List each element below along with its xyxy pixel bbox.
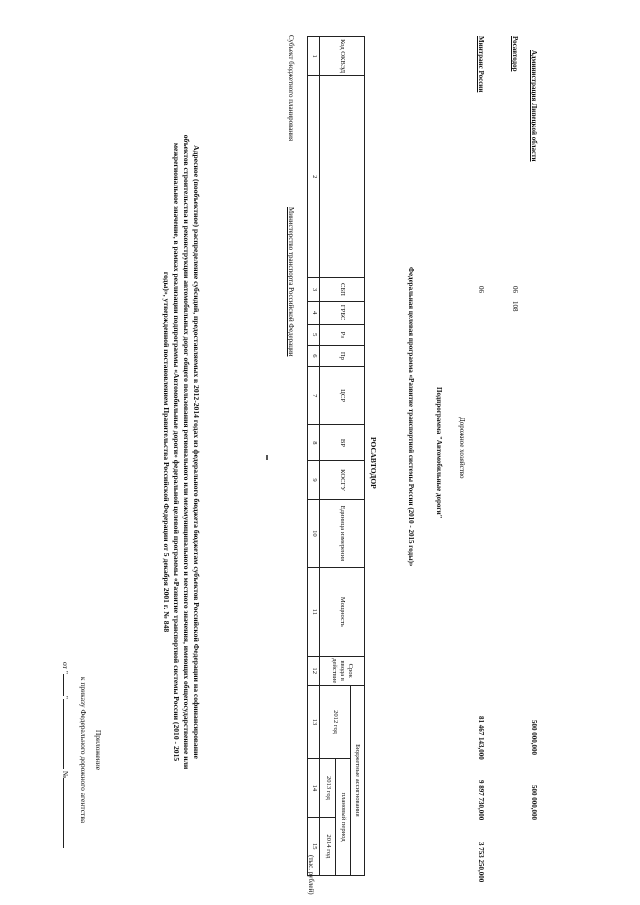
col-num: 8	[308, 425, 320, 461]
title-line-3: межрегиональное значение, в рамках реализации подпрограммы «Автомобильные дороги» федеральной целевой программы «Развитие транспортной системы России (2010 - 2015	[172, 142, 181, 762]
header-okved: Код ОКВЭД	[320, 37, 365, 76]
col-num: 13	[308, 685, 320, 758]
row-grbs: 108	[511, 301, 519, 312]
col-num: 7	[308, 366, 320, 424]
section-agency: РОСАВТОДОР	[369, 437, 378, 489]
row-name: Росавтодор	[511, 36, 519, 72]
header-allocations: Бюджетные ассигнования	[350, 685, 364, 875]
title-line-1: Адресное (пообъектное) распределение субсидий, предоставляемых в 2012-2014 годах из федерального бюджета бюджетам субъектов Российской Федерации на софинансирование	[192, 145, 201, 759]
row-sbp: 06	[511, 286, 519, 293]
header-planning: плановый период	[336, 759, 350, 876]
units-label: (тыс. рублей)	[307, 855, 315, 895]
appendix-order-ref: к приказу Федерального дорожного агентства	[79, 676, 88, 824]
title-line-2: объектов строительства и реконструкции автомобильных дорог общего пользования регионального или межмуниципального и местного значения, имеющих общегосударственное или	[182, 134, 191, 770]
header-grbs: ГРБС	[320, 301, 365, 324]
row-sbp: 06	[477, 286, 485, 293]
row-2012: 81 467 143,000	[477, 716, 485, 760]
header-sbp: СБП	[320, 278, 365, 301]
row-2014: 3 753 250,000	[477, 842, 485, 883]
header-table	[307, 36, 365, 876]
col-num: 14	[308, 759, 320, 817]
header-term: Срок ввода в действие	[320, 656, 365, 685]
row-2013: 9 897 730,000	[477, 780, 485, 821]
row-name: Минтранс России	[477, 36, 485, 93]
col-num: 4	[308, 301, 320, 324]
col-num: 15	[308, 817, 320, 875]
col-num: 12	[308, 656, 320, 685]
subject-label: Субъект бюджетного планирования	[287, 35, 295, 142]
header-name	[320, 76, 365, 278]
col-num: 1	[308, 37, 320, 76]
header-vr: ВР	[320, 425, 365, 461]
header-csr: ЦСР	[320, 366, 365, 424]
appendix-date-number: от "" №	[60, 640, 70, 870]
col-num: 11	[308, 568, 320, 657]
section-program: Федеральная целевая программа «Развитие транспортной системы России (2010 - 2015 годы)»	[407, 267, 415, 567]
column-number-row	[308, 37, 320, 876]
subject-value: Министерство транспорта Российской Федерации	[287, 207, 295, 357]
col-num: 10	[308, 499, 320, 567]
section-subprogram: Подпрограмма "Автомобильные дороги"	[435, 387, 443, 519]
row-2012: 500 000,000	[530, 720, 538, 755]
col-num: 9	[308, 461, 320, 499]
row-name: Администрация Липецкой области	[530, 50, 538, 162]
col-num: 6	[308, 345, 320, 366]
header-2013: 2013 год	[320, 759, 336, 817]
header-kosgu: КОСГУ	[320, 461, 365, 499]
header-rz: Рз	[320, 324, 365, 345]
header-capacity: Мощность	[320, 568, 365, 657]
header-2014: 2014 год	[320, 817, 336, 875]
col-num: 5	[308, 324, 320, 345]
appendix-title: Приложение	[94, 729, 103, 771]
col-num: 2	[308, 76, 320, 278]
title-line-4: годы)», утвержденной постановлением Правительства Российской Федерации от 5 декабря 2001 г. № 848	[162, 271, 171, 633]
scan-speck	[267, 455, 269, 460]
row-2013: 500 000,000	[530, 785, 538, 820]
col-num: 3	[308, 278, 320, 301]
header-2012: 2012 год	[320, 685, 351, 758]
section-economy: Дорожное хозяйство	[458, 417, 466, 479]
header-unit: Единица измерения	[320, 499, 365, 567]
header-pr: Пр	[320, 345, 365, 366]
